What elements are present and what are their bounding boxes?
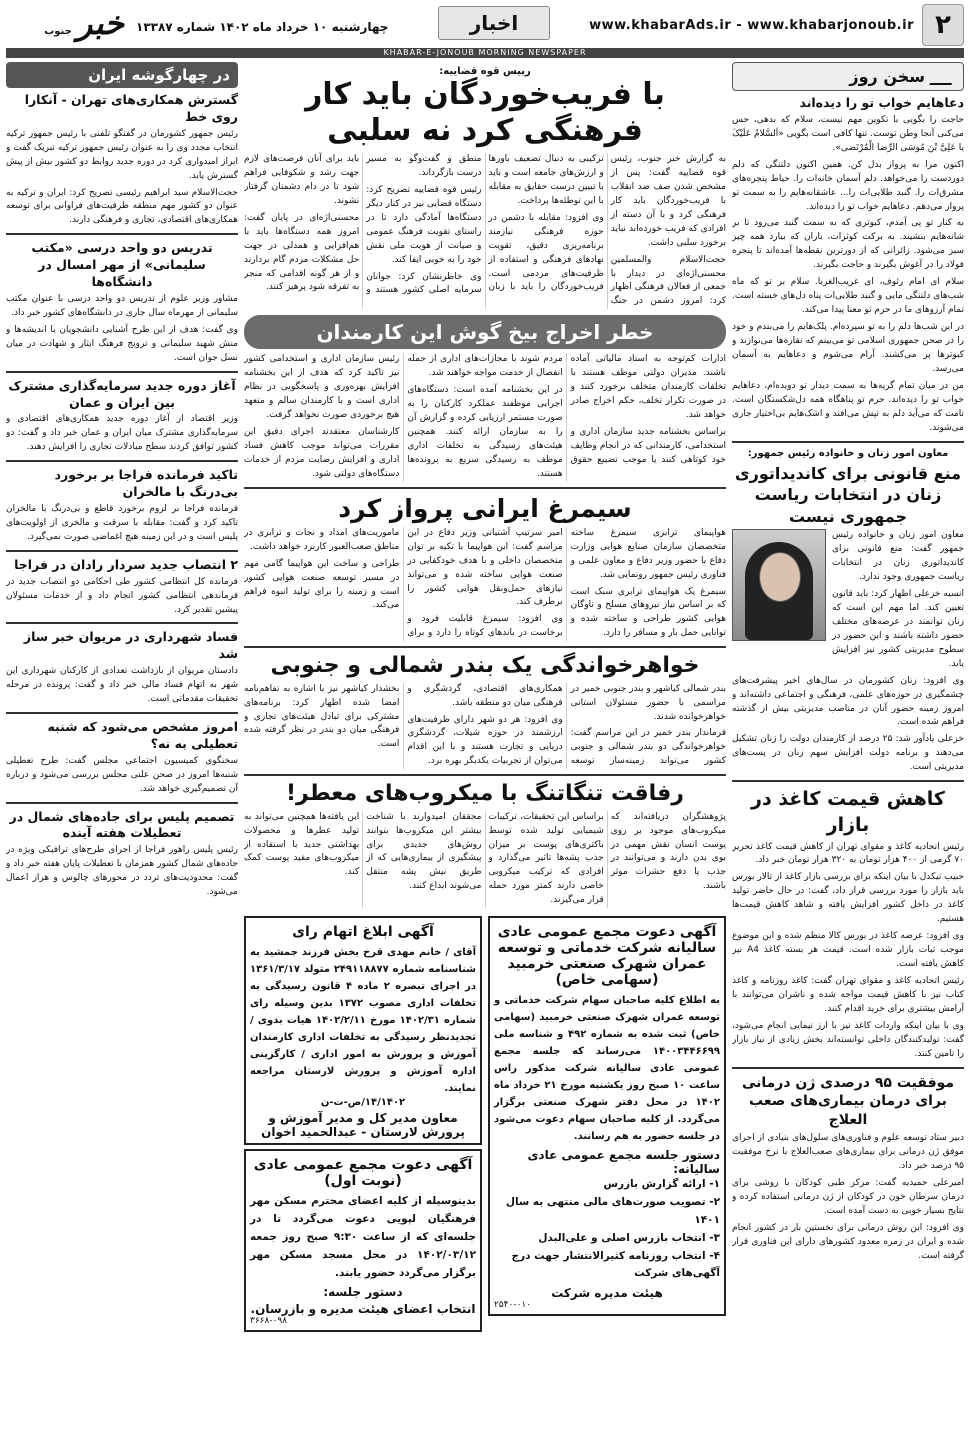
dismissal-paragraph: رئیس سازمان اداری و استخدامی کشور نیز تاکید کرد که هدف از این بخشنامه افزایش بهره‌وری و پاسخگویی در نظام اداری است و با کارمندان سالم و متعهد هیچ برخوردی صورت نخواهد گرفت. (244, 354, 400, 421)
divider (732, 1067, 964, 1069)
verdict-notice-ad (244, 916, 482, 1145)
main-paragraph: محسنی‌اژه‌ای در پایان گفت: امروز همه دستگاه‌ها باید با هم‌افزایی و همدلی در جهت حل مشکلات مردم گام بردارند و از هر گونه اقدامی که منجر به تفرقه شود پرهیز کنند. (244, 212, 360, 293)
simorgh-paragraph: طراحی و ساخت این هواپیما گامی مهم در مسیر توسعه صنعت هوایی کشور است و زمینه را برای تولید انبوه فراهم می‌کند. (244, 558, 400, 611)
ad-code: ۳۶۶۸-۰۹۸ (250, 1316, 288, 1327)
divider (6, 550, 238, 552)
sister-city-paragraph: وی افزود: هر دو شهر دارای ظرفیت‌های ارزشمند در حوزه شیلات، گردشگری دریایی و تجارت هستند و با این اقدام می‌توان از تجربیات یکدیگر بهره برد. (407, 714, 563, 767)
paper-headline: کاهش قیمت کاغذ در بازار (751, 788, 945, 836)
news-headline: فساد شهرداری در مریوان خبر ساز شد (23, 629, 238, 662)
sister-city-body (244, 683, 726, 770)
four-corners-header: در چهارگوشه ایران (6, 62, 238, 88)
main-paragraph: وی افزود: مقابله با دشمن در حوزه فرهنگی نیازمند برنامه‌ریزی دقیق، تقویت نهادهای فرهنگی و استفاده از ظرفیت‌های مردمی است. فریب‌خوردگان را باید با زبان منطق و گفت‌وگو به مسیر درست بازگرداند. (366, 154, 604, 293)
main-headline: با فریب‌خوردگان باید کار فرهنگی کرد نه سلبی (305, 77, 665, 148)
microbe-paragraph: محققان امیدوارند با شناخت بیشتر این میکروب‌ها بتوانند روش‌های جدیدی برای پیشگیری از بیماری‌هایی که از طریق نیش پشه منتقل می‌شوند ابداع کنند. (366, 811, 482, 892)
masthead (6, 4, 964, 46)
sister-city-paragraph: بخشدار کیاشهر نیز با اشاره به تفاهم‌نامه امضا شده اظهار کرد: برنامه‌های مشترکی برای تبادل هیئت‌های تجاری و فرهنگی میان دو بندر در نظر گرفته شده است. (244, 683, 400, 750)
sokhan-paragraph: سلام ای امام رئوف، ای غریب‌الغربا. سلام بر تو که ماه شب‌های دلتنگی مایی و گنبد طلایی‌ات پناه دل‌های خسته است. تمام آرزوهای ما در حرم تو معنا پیدا می‌کند. (732, 277, 964, 316)
news-headline: تدریس دو واحد درسی «مکتب سلیمانی» از مهر امسال در دانشگاه‌ها (31, 240, 213, 290)
news-headline: آغاز دوره جدید سرمایه‌گذاری مشترک بین ایران و عمان (8, 377, 236, 410)
sokhan-paragraph: اکنون مرا به پرواز بدل کن. همین اکنون دلتنگی که دلم دوردست را می‌خواهد. دلم آسمان خانه‌ات را. حیاط پنجره‌های مشرق‌ات را. گنبد طلایی‌ات را... عاشقانه‌هایم را به سمت تو پرواز می‌دهم. دعاهایم خواب تو را دیده‌اند. (732, 159, 964, 212)
gene-therapy-headline: موفقیت ۹۵ درصدی ژن درمانی برای درمان بیماری‌های صعب العلاج (741, 1074, 955, 1129)
ad-title: آگهی دعوت مجمع عمومی عادی (نوبت اول) (253, 1157, 473, 1190)
gene-therapy-paragraph: امیرعلی حمیدیه گفت: مرکز طبی کودکان با روشی برای درمان سرطان خون در کودکان از ژن درمانی استفاده کرده و نتایج بسیار خوبی به دست آمده است. (732, 1178, 964, 1216)
newspaper-logo (6, 4, 124, 46)
gene-therapy-paragraph: دبیر ستاد توسعه علوم و فناوری‌های سلول‌های بنیادی از اجرای موفق ژن درمانی برای بیماری‌های صعب‌العلاج با نرخ موفقیت ۹۵ درصد خبر داد. (732, 1133, 964, 1172)
ad-agenda-item: ۲- تصویب صورت‌های مالی منتهی به سال ۱۴۰۱ (505, 1196, 720, 1226)
divider (244, 487, 726, 489)
news-paragraph: فرمانده کل انتظامی کشور طی احکامی دو انتصاب جدید در فرماندهی انتظامی کشور انجام داد و از خدمات مسئولان پیشین تقدیر کرد. (6, 576, 238, 615)
divider (6, 233, 238, 235)
sokhan-rooz-header (732, 62, 964, 91)
ad-agenda-label: دستور جلسه مجمع عمومی عادی سالیانه: (527, 1148, 720, 1177)
microbe-headline: رفاقت تنگاتنگ با میکروب‌های معطر! (286, 781, 684, 807)
divider (6, 460, 238, 462)
women-paragraph: معاون امور زنان و خانواده رئیس جمهور گفت: منع قانونی برای کاندیداتوری زنان در انتخابات ریاست جمهوری وجود ندارد. (832, 530, 964, 583)
khazali-portrait (732, 529, 826, 641)
women-headline: منع قانونی برای کاندیداتوری زنان در انتخابات ریاست جمهوری نیست (734, 463, 962, 526)
paper-paragraph: وی با بیان اینکه واردات کاغذ نیز با ارز نیمایی انجام می‌شود، گفت: تولیدکنندگان داخلی توانسته‌اند بخش زیادی از نیاز بازار را تامین کنند. (732, 1020, 964, 1059)
website-urls[interactable]: www.khabarAds.ir - www.khabarjonoub.ir (589, 18, 914, 33)
news-paragraph: فرمانده فراجا بر لزوم برخورد قاطع و بی‌درنگ با مالخران تاکید کرد و گفت: مقابله با سرقت و مالخری از اولویت‌های پلیس است و در این زمینه هیچ اغماضی صورت نمی‌گیرد. (6, 503, 238, 542)
sister-city-paragraph: بندر شمالی کیاشهر و بندر جنوبی خمیر در مراسمی با حضور مسئولان استانی خواهرخوانده شدند. (570, 683, 726, 722)
ad-agenda-label: دستور جلسه: (323, 1285, 403, 1300)
main-paragraph: رئیس قوه قضاییه تصریح کرد: دستگاه قضایی نیز در کنار دیگر دستگاه‌ها آمادگی دارد تا در راستای تقویت فرهنگ عمومی و صیانت از هویت ملی نقش خود را به خوبی ایفا کند. (366, 184, 482, 265)
simorgh-paragraph: وی افزود: سیمرغ قابلیت فرود و برخاست در باندهای کوتاه را دارد و برای ماموریت‌های امداد و نجات و ترابری در مناطق صعب‌العبور کاربرد خواهد داشت. (244, 527, 563, 639)
ad-agenda-list (494, 1176, 720, 1283)
dismissal-banner: خطر اخراج بیخ گوش این کارمندان (244, 315, 726, 349)
paper-paragraph: وی افزود: عرضه کاغذ در بورس کالا منظم شده و این موضوع موجب ثبات بازار شده است. قیمت هر بسته کاغذ A4 نیز کاهش یافته است. (732, 931, 964, 969)
dismissal-paragraph: کارشناسان معتقدند اجرای دقیق این مقررات می‌تواند موجب کاهش فساد اداری و افزایش رضایت مردم از خدمات دستگاه‌های دولتی شود. (244, 427, 400, 479)
ads-row (244, 912, 726, 1336)
sokhan-paragraph: حاجت را بگویی با تکوین مهم نیست، سلام که بدهی، حس می‌کنی آنجا وطن توست. تنها کافی است بگویی «اَلسَّلامُ عَلَیْکَ یا عَلِیَّ بْنَ مُوسَی الرِّضا الْمُرْتَضی». (732, 114, 964, 153)
divider (244, 646, 726, 648)
portrait-face-shape (759, 552, 801, 602)
news-headline: امروز مشخص می‌شود که شنبه تعطیلی به نه؟ (47, 719, 238, 751)
paper-paragraph: حبیب تیکدل با بیان اینکه برای بررسی بازار کاغذ از تالار بورس باید بازار را مورد بررسی قرار داد، گفت: در حال حاضر تولید کاغذ در داخل کشور افزایش یافته و شاهد کاهش قیمت‌ها هستیم. (732, 872, 964, 925)
ad-agenda-item: ۳- انتخاب بازرس اصلی و علی‌البدل (538, 1231, 720, 1244)
news-paragraph: وی گفت: هدف از این طرح آشنایی دانشجویان با اندیشه‌ها و منش شهید سلیمانی و ترویج فرهنگ ایثار و شهادت در میان نسل جوان است. (6, 324, 238, 363)
gene-therapy-paragraph: وی افزود: این روش درمانی برای نخستین بار در کشور انجام شده و ایران در زمره معدود کشورهای دارای این فناوری قرار گرفته است. (732, 1222, 964, 1261)
simorgh-paragraph: امیر سرتیپ آشتیانی وزیر دفاع در این مراسم گفت: این هواپیما با تکیه بر توان متخصصان داخلی و با هدف خودکفایی در صنعت هوایی ساخته شده و می‌تواند نیازهای حمل‌ونقل هوایی کشور را برطرف کند. (407, 527, 563, 608)
sokhan-rooz-title: سخن روز (849, 67, 925, 86)
ad-title: آگهی دعوت مجمع عمومی عادی سالیانه شرکت خدماتی و توسعه عمران شهرک صنعتی خرمبید (سهامی خاص) (497, 924, 717, 989)
simorgh-headline: سیمرغ ایرانی پرواز کرد (338, 493, 632, 523)
page-number: ۲ (922, 4, 964, 46)
paper-paragraph: رئیس اتحادیه کاغذ و مقوای تهران از کاهش قیمت کاغذ تحریر ۷۰ گرمی از ۴۰۰ هزار تومان به ۳۲۰ هزار تومان خبر داد. (732, 841, 964, 866)
women-paragraph: وی افزود: زنان کشورمان در سال‌های اخیر پیشرفت‌های چشمگیری در حوزه‌های علمی، فرهنگی و اجتماعی داشته‌اند و امروز زمینه حضور آنان در مناصب مدیریتی بیش از گذشته فراهم شده است. (732, 675, 964, 728)
dismissal-body (244, 353, 726, 481)
sokhan-paragraph: به کنار تو پی آمدم، کبوتری که به سمت گنبد می‌رود تا بر شانه‌هایم بنشیند. به برکت کوثرات، باران که بیارد همه چیز سبز می‌شود. زائرانی که از دورترین نقطه‌ها آمده‌اند تا پنجره فولاد را در آغوش بگیرند و حاجت بگیرند. (732, 218, 964, 271)
middle-column (244, 62, 726, 1424)
divider (6, 371, 238, 373)
microbe-paragraph: پژوهشگران دریافته‌اند که میکروب‌های موجود بر روی پوست انسان نقش مهمی در بوی بدن دارند و می‌توانند در جذب یا دفع حشرات موثر باشند. (610, 811, 726, 892)
news-paragraph: رئیس جمهور کشورمان در گفتگو تلفنی با رئیس جمهور ترکیه انتخاب مجدد وی را به عنوان رئیس جمهور ترکیه تبریک گفت و ابراز امیدواری کرد در دوره جدید روابط دو کشور بیش از پیش گسترش یابد. (6, 128, 238, 181)
microbe-paragraph: براساس این تحقیقات، ترکیبات شیمیایی تولید شده توسط باکتری‌های پوست بر میزان جذب پشه‌ها تاثیر می‌گذارد و افرادی که ترکیب میکروبی خاصی دارند کمتر مورد حمله قرار می‌گیرند. (488, 811, 604, 906)
pen-icon (929, 69, 958, 85)
ad-signature: معاون مدیر کل و مدیر آموزش و پرورش لارستان - عبدالحمید اخوان (261, 1111, 465, 1140)
sokhan-paragraph: من در میان تمام گریه‌ها به سمت دیدار تو دویده‌ام، دعاهایم خواب تو را دیده‌اند. حرم تو پناهگاه همه دل‌شکستگان است. نامت که می‌آید دلم به تپش می‌افتد و اشک‌هایم بی‌اختیار جاری می‌شوند. (732, 380, 964, 433)
news-headline: ۲ انتصاب جدید سردار رادان در فراجا (14, 556, 238, 572)
main-paragraph: به گزارش خبر جنوب، رئیس قوه قضاییه گفت: پس از مشخص شدن صف ضد انقلاب با فریب‌خوردگان باید کار فرهنگی کرد و با آن دسته از افرادی که فریب خورده‌اند نباید برخورد سلبی داشت. (610, 154, 726, 248)
sister-city-paragraph: فرماندار بندر خمیر در این مراسم گفت: خواهرخواندگی دو بندر شمالی و جنوبی کشور می‌تواند زمینه‌ساز توسعه همکاری‌های اقتصادی، گردشگری و فرهنگی میان دو منطقه باشد. (407, 683, 726, 767)
sokhan-paragraph: در این شب‌ها دلم را به تو سپرده‌ام. پلک‌هایم را می‌بندم و خود را در صحن جمهوری اسلامی تو می‌بینم که نقاره‌ها می‌نوازند و کبوترها پر می‌کشند. آرام می‌شوم و دعاهایم به آسمان می‌رسد. (732, 322, 964, 374)
main-paragraph: حجت‌الاسلام والمسلمین محسنی‌اژه‌ای در دیدار با جمعی از فعالان فرهنگی اظهار کرد: امروز دشمن در جنگ ترکیبی به دنبال تضعیف باورها و ارزش‌های جامعه است و باید با تبیین درست حقایق به مقابله با این توطئه‌ها پرداخت. (488, 154, 726, 307)
news-paragraph: حجت‌الاسلام سید ابراهیم رئیسی تصریح کرد: ایران و ترکیه به عنوان دو کشور مهم منطقه ظرفیت‌های فراوانی برای توسعه همکاری‌های اقتصادی، تجاری و فرهنگی دارند. (6, 187, 238, 226)
right-column (732, 62, 964, 1424)
simorgh-body (244, 527, 726, 642)
ad-code: ۱۴/۱۴۰۲/ص-ت-ن (320, 1097, 406, 1109)
news-paragraph: مشاور وزیر علوم از تدریس دو واحد درسی با عنوان مکتب سلیمانی از مهرماه سال جاری در دانشگاه‌های کشور خبر داد. (6, 293, 238, 318)
ad-body: به اطلاع کلیه صاحبان سهام شرکت خدماتی و توسعه عمران شهرک صنعتی خرمبید (سهامی خاص) ثبت شده به شماره ۴۹۲ و شناسه ملی ۱۴۰۰۳۴۴۶۶۹۹ می‌رساند که جلسه مجمع عمومی عادی سالیانه شرکت مذکور راس ساعت ۱۰ صبح روز یکشنبه مورخ ۲۱ خرداد ماه ۱۴۰۲ در محل دفتر شهرک صنعتی برگزار می‌گردد. از کلیه صاحبان سهام دعوت می‌شود در جلسه حضور به هم رسانند. (494, 995, 720, 1143)
dismissal-paragraph: ادارات کم‌توجه به اسناد مالیاتی آماده باشند. مدیران دولتی موظف هستند با تخلفات کارمندان متخلف برخورد کنند و در صورت تکرار تخلف، حکم اخراج صادر خواهد شد. (570, 354, 726, 421)
news-paragraph: دادستان مریوان از بازداشت تعدادی از کارکنان شهرداری این شهر به اتهام فساد مالی خبر داد و گفت: پرونده در مرحله تحقیقات مقدماتی است. (6, 666, 238, 705)
women-paragraph: انسیه خزعلی اظهار کرد: باید قانون تعیین کند. اما مهم این است که زنان توانمند در عرصه‌های مختلف حضور داشته باشند و این حضور در سطوح مدیریتی کشور نیز افزایش یابد. (832, 589, 964, 669)
news-headline: گسترش همکاری‌های تهران - آنکارا روی خط (24, 92, 238, 124)
main-kicker: رییس قوه قضاییه: (439, 66, 531, 77)
divider (244, 774, 726, 776)
sokhan-headline: دعاهایم خواب تو را دیده‌اند (799, 95, 964, 110)
divider (6, 712, 238, 714)
ad-title: آگهی ابلاغ اتهام رای (292, 924, 434, 941)
women-paragraph: خزعلی یادآور شد: ۲۵ درصد از کارمندان دولت را زنان تشکیل می‌دهند و برنامه دولت افزایش سهم زنان در پست‌های مدیریتی است. (732, 734, 964, 773)
divider (732, 441, 964, 443)
paper-paragraph: رئیس اتحادیه کاغذ و مقوای تهران گفت: کاغذ روزنامه و کاغذ کتاب نیز با کاهش قیمت مواجه شده و ناشران می‌توانند با آرامش بیشتری برای خرید اقدام کنند. (732, 975, 964, 1014)
simorgh-paragraph: سیمرغ یک هواپیمای ترابری سبک است که بر اساس نیاز نیروهای مسلح و ناوگان هوایی کشور طراحی و ساخته شده و توانایی حمل بار و مسافر را دارد. (570, 586, 726, 639)
ad-agenda-item: ۱- ارائه گزارش بازرس (603, 1178, 720, 1191)
main-story-body (244, 153, 726, 309)
news-headline: تصمیم پلیس برای جاده‌های شمال در تعطیلات هفته آینده (9, 808, 235, 841)
logo-text: خبر (76, 4, 124, 42)
ads-right-stack (488, 912, 726, 1336)
ad-code: ۲۵۴۰-۰۱۰ (494, 1300, 532, 1311)
women-kicker: معاون امور زنان و خانواده رئیس جمهور: (747, 447, 949, 459)
divider (6, 622, 238, 624)
shareholder-meeting-ad (488, 916, 726, 1316)
ad-body: آقای / خانم مهدی قرخ بخش فرزند جمشید به شناسنامه شماره ۲۴۹۱۱۸۸۷۷ متولد ۱۳۶۱/۳/۱۷ در اجرای تبصره ۲ ماده ۴ قانون رسیدگی به تخلفات اداری مصوب ۱۳۷۲ بدین وسیله رای شماره ۱۴۰۲/۳۱ مورخ ۱۴۰۲/۲/۱۱ هیات بدوی / تجدیدنظر رسیدگی به تخلفات اداری کارمندان آموزش و پرورش به امور اداری / کارگزینی اداره آموزش و پرورش لارستان مراجعه نمایند. (250, 947, 477, 1095)
news-paragraph: رئیس پلیس راهور فراجا از اجرای طرح‌های ترافیکی ویژه در جاده‌های شمال کشور همزمان با تعطیلات پایان هفته خبر داد و گفت: محدودیت‌های تردد در محورهای چالوس و هراز اعمال می‌شود. (6, 845, 238, 898)
logo-sub: جنوب (44, 26, 72, 37)
divider (6, 802, 238, 804)
news-paragraph: سخنگوی کمیسیون اجتماعی مجلس گفت: طرح تعطیلی شنبه‌ها امروز در صحن علنی مجلس بررسی می‌شود و درباره آن تصمیم‌گیری خواهد شد. (6, 755, 238, 794)
dismissal-paragraph: در این بخشنامه آمده است: دستگاه‌های اجرایی موظفند عملکرد کارکنان را به صورت مستمر ارزیابی کرده و گزارش آن را به سازمان ارائه کنند. همچنین هیئت‌های رسیدگی به تخلفات اداری موظف به رسیدگی سریع به پرونده‌ها هستند. (407, 385, 563, 479)
sister-city-headline: خواهرخواندگی یک بندر شمالی و جنوبی (270, 653, 700, 679)
news-headline: تاکید فرمانده فراجا بر برخورد بی‌درنگ با مالخران (54, 467, 238, 500)
microbe-paragraph: این یافته‌ها همچنین می‌تواند به تولید عطرها و محصولات بهداشتی جدید با استفاده از میکروب‌های مفید پوست کمک کند. (244, 811, 360, 878)
housing-meeting-ad (244, 1149, 482, 1332)
ad-body: بدینوسیله از کلیه اعضای محترم مسکن مهر فرهنگیان لپویی دعوت می‌گردد تا در جلسه‌ای که از ساعت ۹:۳۰ صبح روز جمعه ۱۴۰۲/۰۳/۱۲ در محل مسجد مسکن مهر برگزار می‌گردد حضور یابند. (250, 1195, 476, 1279)
ad-agenda: انتخاب اعضای هیئت مدیره و بازرسان. (250, 1302, 476, 1317)
ad-signature: هیئت مدیره شرکت (551, 1286, 663, 1301)
divider (732, 780, 964, 782)
simorgh-paragraph: هواپیمای ترابری سیمرغ ساخته متخصصان سازمان صنایع هوایی وزارت دفاع با حضور وزیر دفاع و معاون علمی و فناوری رئیس جمهور رونمایی شد. (570, 527, 726, 580)
masthead-ribbon: KHABAR-E-JONOUB MORNING NEWSPAPER (6, 48, 964, 58)
main-paragraph: وی خاطرنشان کرد: جوانان سرمایه اصلی کشور هستند و باید برای آنان فرصت‌های لازم جهت رشد و شکوفایی فراهم شود تا در دام دشمنان گرفتار نشوند. (244, 154, 482, 296)
dismissal-paragraph: براساس بخشنامه جدید سازمان اداری و استخدامی، کارمندانی که در انجام وظایف خود کوتاهی کنند یا موجب تضییع حقوق مردم شوند با مجازات‌های اداری از جمله انفصال از خدمت مواجه خواهند شد. (407, 354, 726, 465)
ad-agenda-item: ۴- انتخاب روزنامه کثیرالانتشار جهت درج آگهی‌های شرکت (511, 1249, 720, 1280)
section-title: اخبار (438, 6, 550, 40)
news-paragraph: وزیر اقتصاد از آغاز دوره جدید همکاری‌های اقتصادی و سرمایه‌گذاری مشترک میان ایران و عمان خبر داد و گفت: دو کشور توافق کردند سطح مبادلات تجاری را افزایش دهند. (6, 414, 238, 453)
left-column (6, 62, 238, 1424)
microbe-body (244, 811, 726, 909)
issue-date: چهارشنبه ۱۰ خرداد ماه ۱۴۰۲ شماره ۱۳۳۸۷ (136, 20, 389, 34)
ads-left-stack (244, 912, 482, 1336)
